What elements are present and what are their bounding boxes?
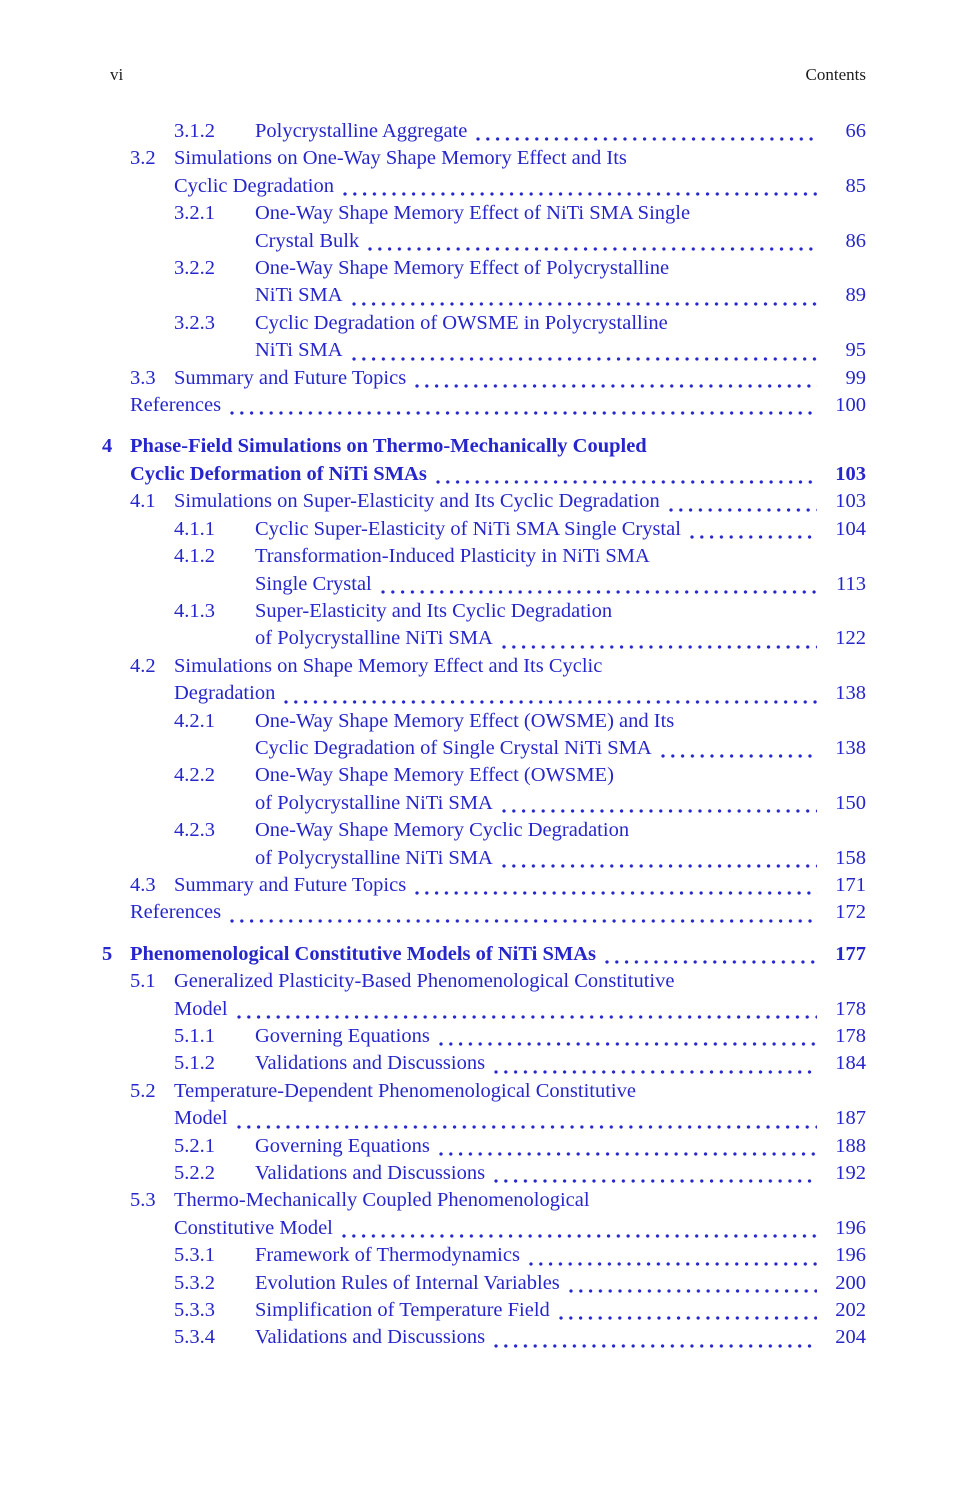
entry-number: 4.2 <box>130 654 156 677</box>
entry-page-number: 200 <box>835 1271 866 1294</box>
entry-page-number: 113 <box>836 572 866 595</box>
entry-page-number: 100 <box>835 394 866 417</box>
entry-title-line: Constitutive Model <box>174 1216 333 1239</box>
entry-title-line: Degradation <box>174 682 276 705</box>
toc-entry-4.1.2[interactable] <box>102 543 866 598</box>
entry-page-number: 202 <box>835 1299 866 1322</box>
entry-title-line: References <box>130 901 222 924</box>
entry-title-line: of Polycrystalline NiTi SMA <box>255 627 493 650</box>
entry-page-number: 95 <box>845 339 866 362</box>
entry-title-line: of Polycrystalline NiTi SMA <box>255 791 493 814</box>
entry-number: 5.3.1 <box>174 1244 215 1267</box>
toc-entry-5.3.3[interactable] <box>102 1297 866 1324</box>
dot-leader <box>284 700 817 704</box>
entry-title-line: Cyclic Degradation <box>174 174 334 197</box>
entry-title-line: Cyclic Deformation of NiTi SMAs <box>130 462 427 485</box>
entry-number: 4.1 <box>130 490 156 513</box>
entry-page-number: 204 <box>835 1326 866 1349</box>
toc-entry-5.2.2[interactable] <box>102 1160 866 1187</box>
entry-page-number: 188 <box>835 1134 866 1157</box>
toc-entry-3.2.1[interactable] <box>102 200 866 255</box>
entry-page-number: 187 <box>835 1107 866 1130</box>
dot-leader <box>237 1015 817 1019</box>
entry-title-line: One-Way Shape Memory Effect (OWSME) and Its <box>255 709 675 732</box>
entry-page-number: 86 <box>845 229 866 252</box>
dot-leader <box>569 1289 817 1293</box>
toc-entry-3.2.3[interactable] <box>102 310 866 365</box>
toc-entry-4.2.3[interactable] <box>102 817 866 872</box>
entry-number: 4 <box>102 435 113 458</box>
entry-number: 3.2 <box>130 147 156 170</box>
entry-title-line: Model <box>174 997 228 1020</box>
entry-number: 5.2.1 <box>174 1134 215 1157</box>
entry-title-line: Super-Elasticity and Its Cyclic Degradation <box>255 599 613 622</box>
dot-leader <box>230 411 817 415</box>
entry-number: 3.2.3 <box>174 311 215 334</box>
toc-entry-5.2.1[interactable] <box>102 1133 866 1160</box>
entry-title-line: Transformation-Induced Plasticity in NiTi SMA <box>255 545 650 568</box>
dot-leader <box>476 137 817 141</box>
entry-page-number: 158 <box>835 846 866 869</box>
toc-entry-5[interactable] <box>102 941 866 968</box>
toc-entry-5.3.2[interactable] <box>102 1270 866 1297</box>
toc-entry-5.1.2[interactable] <box>102 1050 866 1077</box>
entry-title-line: Model <box>174 1107 228 1130</box>
entry-number: 5.1 <box>130 970 156 993</box>
entry-title-line: Thermo-Mechanically Coupled Phenomenological <box>174 1189 590 1212</box>
entry-title-line: Simplification of Temperature Field <box>255 1299 550 1322</box>
page-header <box>102 64 866 86</box>
entry-number: 4.2.1 <box>174 709 215 732</box>
toc-entry-5.3[interactable] <box>102 1187 866 1242</box>
toc-list <box>102 118 866 1352</box>
entry-page-number: 122 <box>835 627 866 650</box>
entry-page-number: 138 <box>835 736 866 759</box>
toc-entry-5.3.4[interactable] <box>102 1324 866 1351</box>
dot-leader <box>529 1262 817 1266</box>
entry-number: 4.1.3 <box>174 599 215 622</box>
entry-title-line: One-Way Shape Memory Cyclic Degradation <box>255 819 630 842</box>
dot-leader <box>439 1042 817 1046</box>
dot-leader <box>559 1316 817 1320</box>
entry-title-line: Generalized Plasticity-Based Phenomenological Constitutive <box>174 970 675 993</box>
entry-page-number: 103 <box>835 490 866 513</box>
entry-title-line: NiTi SMA <box>255 339 343 362</box>
entry-page-number: 171 <box>835 873 866 896</box>
entry-page-number: 150 <box>835 791 866 814</box>
dot-leader <box>669 508 817 512</box>
entry-number: 5.1.1 <box>174 1025 215 1047</box>
entry-number: 4.3 <box>130 873 156 896</box>
entry-title-line: Summary and Future Topics <box>174 366 407 389</box>
entry-number: 5.1.2 <box>174 1052 215 1075</box>
toc-entry-3.3[interactable] <box>102 365 866 392</box>
entry-title-line: Crystal Bulk <box>255 229 360 252</box>
entry-page-number: 192 <box>835 1162 866 1185</box>
entry-number: 3.2.1 <box>174 202 215 225</box>
dot-leader <box>690 535 817 539</box>
dot-leader <box>502 645 817 649</box>
toc-entry-3.2.2[interactable] <box>102 255 866 310</box>
entry-title-line: Temperature-Dependent Phenomenological Constitutive <box>174 1079 636 1102</box>
entry-title-line: Cyclic Super-Elasticity of NiTi SMA Single Crystal <box>255 517 681 540</box>
dot-leader <box>661 754 817 758</box>
toc-entry-5.2[interactable] <box>102 1078 866 1133</box>
entry-title-line: Validations and Discussions <box>255 1052 486 1075</box>
entry-page-number: 178 <box>835 997 866 1020</box>
entry-title-line: Phase-Field Simulations on Thermo-Mechanically Coupled <box>130 435 647 458</box>
entry-page-number: 178 <box>835 1025 866 1047</box>
toc-entry-4.2[interactable] <box>102 653 866 708</box>
entry-title-line: of Polycrystalline NiTi SMA <box>255 846 493 869</box>
header-title: Contents <box>805 65 866 84</box>
entry-page-number: 99 <box>845 366 866 389</box>
entry-number: 3.3 <box>130 366 156 389</box>
entry-title-line: Cyclic Degradation of OWSME in Polycrystalline <box>255 311 668 334</box>
entry-page-number: 104 <box>835 517 866 540</box>
toc-entry-4.1[interactable] <box>102 488 866 515</box>
entry-number: 4.1.1 <box>174 517 215 540</box>
entry-title-line: Validations and Discussions <box>255 1162 486 1185</box>
dot-leader <box>439 1152 817 1156</box>
dot-leader <box>436 480 817 484</box>
toc-entry-5.1[interactable] <box>102 968 866 1023</box>
toc-entry-5.3.1[interactable] <box>102 1242 866 1269</box>
toc-entry-references[interactable] <box>102 899 866 926</box>
toc-entry-4.1.1[interactable] <box>102 516 866 543</box>
entry-title-line: Governing Equations <box>255 1025 430 1047</box>
entry-number: 5.3 <box>130 1189 156 1212</box>
entry-title-line: Polycrystalline Aggregate <box>255 120 468 142</box>
entry-title-line: References <box>130 394 222 417</box>
entry-title-line: One-Way Shape Memory Effect of NiTi SMA Single <box>255 202 691 225</box>
entry-number: 4.2.2 <box>174 764 215 787</box>
entry-page-number: 89 <box>845 284 866 307</box>
entry-title-line: Simulations on Super-Elasticity and Its Cyclic Degradation <box>174 490 660 513</box>
entry-number: 5.2 <box>130 1079 156 1102</box>
dot-leader <box>415 384 817 388</box>
entry-title-line: One-Way Shape Memory Effect (OWSME) <box>255 764 614 787</box>
entry-number: 3.1.2 <box>174 120 215 142</box>
dot-leader <box>494 1344 817 1348</box>
entry-title-line: Single Crystal <box>255 572 372 595</box>
dot-leader <box>368 247 817 251</box>
toc-entry-4[interactable] <box>102 433 866 488</box>
dot-leader <box>343 192 817 196</box>
entry-number: 5.3.4 <box>174 1326 215 1349</box>
toc-entry-4.1.3[interactable] <box>102 598 866 653</box>
entry-title-line: Governing Equations <box>255 1134 430 1157</box>
dot-leader <box>352 357 817 361</box>
entry-page-number: 196 <box>835 1244 866 1267</box>
toc-entry-5.1.1[interactable] <box>102 1023 866 1050</box>
entry-title-line: Simulations on One-Way Shape Memory Effect and Its <box>174 147 627 170</box>
entry-page-number: 184 <box>835 1052 866 1075</box>
toc-entry-3.1.2[interactable] <box>102 118 866 145</box>
entry-page-number: 177 <box>835 942 866 965</box>
dot-leader <box>237 1125 817 1129</box>
entry-page-number: 66 <box>845 120 866 142</box>
entry-page-number: 103 <box>835 462 866 485</box>
dot-leader <box>494 1070 817 1074</box>
entry-page-number: 85 <box>845 174 866 197</box>
entry-page-number: 196 <box>835 1216 866 1239</box>
entry-title-line: One-Way Shape Memory Effect of Polycrystalline <box>255 257 670 280</box>
toc-entry-3.2[interactable] <box>102 145 866 200</box>
toc-entry-references[interactable] <box>102 392 866 419</box>
dot-leader <box>381 590 817 594</box>
entry-title-line: NiTi SMA <box>255 284 343 307</box>
dot-leader <box>494 1179 817 1183</box>
dot-leader <box>502 809 817 813</box>
entry-page-number: 138 <box>835 682 866 705</box>
entry-title-line: Framework of Thermodynamics <box>255 1244 520 1267</box>
toc-entry-4.2.2[interactable] <box>102 762 866 817</box>
toc-entry-4.3[interactable] <box>102 872 866 899</box>
dot-leader <box>342 1234 817 1238</box>
dot-leader <box>230 919 817 923</box>
entry-number: 4.2.3 <box>174 819 215 842</box>
entry-number: 4.1.2 <box>174 545 215 568</box>
entry-title-line: Phenomenological Constitutive Models of NiTi SMAs <box>130 942 596 965</box>
entry-number: 3.2.2 <box>174 257 215 280</box>
entry-title-line: Cyclic Degradation of Single Crystal NiTi SMA <box>255 736 652 759</box>
entry-number: 5 <box>102 942 113 965</box>
entry-title-line: Simulations on Shape Memory Effect and Its Cyclic <box>174 654 603 677</box>
entry-number: 5.3.3 <box>174 1299 215 1322</box>
dot-leader <box>605 960 817 964</box>
entry-number: 5.2.2 <box>174 1162 215 1185</box>
entry-title-line: Validations and Discussions <box>255 1326 486 1349</box>
page-number-label: vi <box>110 65 124 84</box>
entry-number: 5.3.2 <box>174 1271 215 1294</box>
entry-title-line: Evolution Rules of Internal Variables <box>255 1271 560 1294</box>
entry-title-line: Summary and Future Topics <box>174 873 407 896</box>
toc-entry-4.2.1[interactable] <box>102 708 866 763</box>
dot-leader <box>502 864 817 868</box>
dot-leader <box>352 302 817 306</box>
entry-page-number: 172 <box>835 901 866 924</box>
dot-leader <box>415 891 817 895</box>
